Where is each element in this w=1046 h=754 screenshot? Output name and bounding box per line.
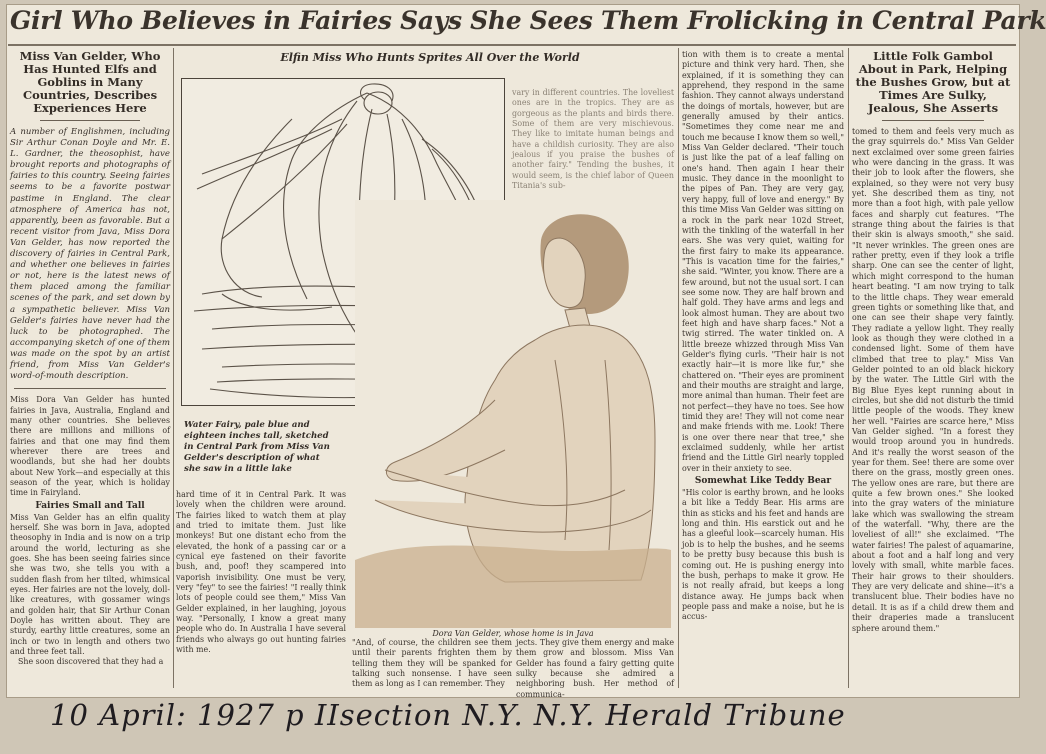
column-four [682, 50, 844, 690]
subhead-rule [40, 120, 140, 121]
left-column [10, 50, 170, 690]
section-head-teddy-bear: Somewhat Like Teddy Bear [694, 476, 832, 487]
body-paragraph: hard time of it in Central Park. It was lovely when the children were around. The fairies liked to watch them at play and tried to imitate them. Just like monkeys! But one distant echo from the elevated, the honk of a passing car or a cynical eye fastened on their favorite bush, and, poof! they scampered into vaporish invisibility. One must be very, very "fey" to see the fairies! "I really think lots of people could see them," Miss Van Gelder explained, in her laughing, joyous way. "Personally, I know a great many people who do. In Australia I have several friends who always go out hunting fairies with me. [176, 490, 346, 655]
column-divider [173, 48, 174, 688]
center-upper-text [512, 88, 674, 194]
center-lower-left-text [176, 490, 346, 688]
figure-title: Elfin Miss Who Hunts Sprites All Over the World [280, 51, 580, 64]
body-paragraph: "And, of course, the children see them until their parents frighten them by telling them they will be spanked for talking such nonsense. I have seen them as long as I can remember. They [352, 638, 512, 689]
photo-caption: Dora Van Gelder, whose home is in Java [432, 629, 594, 638]
body-paragraph: Miss Dora Van Gelder has hunted fairies in Java, Australia, England and many other countries. She believes there are millions and millions of fairies and that one may find them wherever there are trees and woodlands, but she had her doubts about New York—and especially at this season of the year, which is holiday time in Fairyland. [10, 395, 170, 498]
headline-rule [8, 44, 1016, 46]
right-subhead: Little Folk Gambol About in Park, Helping the Bushes Grow, but at Times Are Sulky, Jealous, She Asserts [855, 49, 1011, 115]
center-lower-mid-text [352, 638, 512, 690]
body-paragraph: vary in different countries. The loveliest ones are in the tropics. They are as gorgeous as the plants and birds there. Some of them are very mischievous. They like to imitate human beings and have a childish curiosity. They are also jealous if you praise the bushes of another fairy." Tending the bushes, it would seem, is the chief labor of Queen Titania's sub- [512, 88, 674, 191]
body-paragraph: "His color is earthy brown, and he looks a bit like a Teddy Bear. His arms are thin as sticks and his feet and hands are long and thin. His earstick out and he has a gleeful look—scarcely human. His job is to help the bushes, and he seems to be pretty busy because this bush is coming out. He is pushing energy into the bush, perhaps to make it grow. He is not really afraid, but keeps a long distance away. He jumps back when people pass and make a noise, but he is accus- [682, 488, 844, 622]
column-five [852, 50, 1014, 690]
subhead-rule [882, 120, 984, 121]
dora-van-gelder-photo [355, 200, 671, 640]
sketch-caption-box [184, 420, 339, 500]
body-paragraph: She soon discovered that they had a [18, 657, 164, 667]
body-paragraph: Miss Van Gelder has an elfin quality herself. She was born in Java, adopted theosophy in India and is now on a trip around the world, lecturing as she goes. She has been seeing fairies since she was two, she tells you with a sudden flash from her tilted, whimsical eyes. Her fairies are not the lovely, doll-like creatures, with gossamer wings and golden hair, that Sir Arthur Conan Doyle has written about. They are sturdy, earthy little creatures, some an inch or two in length and others two and three feet tall. [10, 512, 170, 657]
sketch-caption: Water Fairy, pale blue and eighteen inches tall, sketched in Central Park from Miss Van Gelder's description of what she saw in a little lake [184, 420, 330, 474]
column-divider [678, 48, 679, 688]
intro-rule [14, 388, 166, 389]
body-paragraph: jects. They give them energy and make them grow and blossom. Miss Van Gelder has found a fairy getting quite sulky because she admired a neighboring bush. Her method of communica- [516, 638, 674, 699]
intro-paragraph: A number of Englishmen, including Sir Arthur Conan Doyle and Mr. E. L. Gardner, the theosophist, have brought reports and photographs of fairies to this country. Seeing fairies seems to be a favorite postwar pastime in England. The clear atmosphere of America has not, apparently, been as favorable. But a recent visitor from Java, Miss Dora Van Gelder, has now reported the discovery of fairies in Central Park, and whether one believes in fairies or not, here is the latest news of them placed among the familiar scenes of the park, and set down by a sympathetic believer. Miss Van Gelder's fairies have never had the luck to be photographed. The accompanying sketch of one of them was made on the spot by an artist friend, from Miss Van Gelder's word-of-mouth description. [10, 127, 170, 382]
body-paragraph: tomed to them and feels very much as the gray squirrels do." Miss Van Gelder next exclaimed over some green fairies who were dancing in the grass. It was their job to look after the flowers, she explained, so they were not very busy yet. She described them as tiny, not more than a foot high, with pale yellow faces and sharply cut features. "The strange thing about the fairies is that their skin is always smooth," she said. "It never wrinkles. The green ones are rather pretty, even if they look a trifle sharp. One can see the center of light, which might correspond to the human heart beating. "I am now trying to talk to the little chaps. They wear emerald green tights or something like that, and one can see their shape very faintly. They radiate a yellow light. They really look as though they were clothed in a condensed light. Some of them have climbed that tree to play." Miss Van Gelder pointed to an old black hickory by the water. The Little Girl with the Big Blue Eyes kept running about in circles, but she did not disturb the timid little people of the woods. They knew her well. "Fairies are scarce here," Miss Van Gelder sighed. "In a forest they would troop around you in hundreds. And it's really the worst season of the year for them. See! there are some over there on the grass, mostly green ones. The yellow ones are rare, but there are quite a few brown ones." She looked into the gray waters of the miniature lake which was swallowing the stream of the waterfall. "Why, there are the loveliest of all!" she exclaimed. "The water fairies! The palest of aquamarine, about a foot and a half long and very lovely with small, white marble faces. Their hair grows to their shoulders. They are very delicate and shine—it's a translucent blue. Their bodies have no detail. It is as if a child drew them and their draperies made a translucent sphere around them." [852, 127, 1014, 633]
handwritten-source-note: 10 April: 1927 p IIsection N.Y. N.Y. Herald Tribune [50, 698, 846, 732]
headline: Girl Who Believes in Fairies Says She Sees Them Frolicking in Central Park [10, 6, 1046, 35]
left-subhead: Miss Van Gelder, Who Has Hunted Elfs and Goblins in Many Countries, Describes Experiences Here [19, 49, 161, 115]
column-divider [848, 48, 849, 688]
section-head-fairies-small-tall: Fairies Small and Tall [35, 500, 145, 511]
center-lower-right-text [516, 638, 674, 699]
body-paragraph: tion with them is to create a mental picture and think very hard. Then, she explained, if it is something they can apprehend, they respond in the same fashion. They cannot always understand the doings of mortals, however, but are generally amused by their antics. "Sometimes they come near me and touch me because I know them so well," Miss Van Gelder declared. "Their touch is just like the pat of a leaf falling on one's hand. Then again I hear their music. They dance in the moonlight to the pipes of Pan. They are very gay, very happy, full of love and energy." By this time Miss Van Gelder was sitting on a rock in the park near 102d Street, with the tinkling of the waterfall in her ears. She was very quiet, waiting for the first fairy to make its appearance. "This is vacation time for the fairies," she said. "Winter, you know. There are a few around, but not the usual sort. I can see some now. They are half brown and half gold. They have arms and legs and look almost human. They are about two feet high and have sharp faces." Not a twig stirred. The water tinkled on. A little breeze whizzed through Miss Van Gelder's flying curls. "Their hair is not exactly hair—it is more like fur," she chattered on. "Their eyes are prominent and their mouths are straight and large, more animal than human. Their feet are not perfect—they have no toes. See how timid they are! They will not come near and make friends with me. Look! There is one over there near that tree," she exclaimed suddenly, while her artist friend and the Little Girl nearly toppled over in their anxiety to see. [682, 50, 844, 473]
portrait-photo [355, 200, 671, 640]
